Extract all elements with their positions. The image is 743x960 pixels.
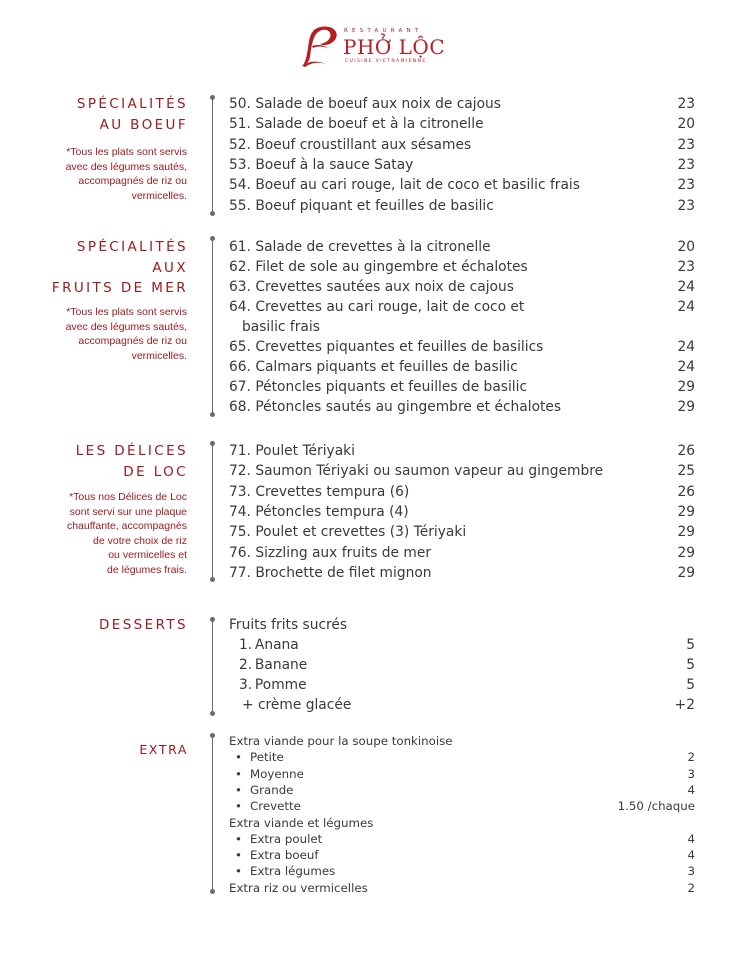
note-line: *Tous nos Délices de Loc: [69, 491, 187, 503]
item-name: • Moyenne: [229, 766, 695, 782]
item-name: 2. Banane: [239, 657, 308, 673]
item-price: 4: [687, 848, 695, 863]
item-name: • Crevette: [229, 798, 695, 814]
extra-heading: [229, 815, 695, 831]
item-name: + crème glacée: [242, 697, 352, 713]
menu-item: [229, 635, 695, 655]
item-name: 1. Anana: [239, 637, 299, 653]
section-divider: [212, 735, 213, 892]
item-name: 67. Pétoncles piquants et feuilles de basilic: [229, 379, 528, 395]
section-title-extra: [139, 740, 188, 761]
item-name: 54. Boeuf au cari rouge, lait de coco et basilic frais: [229, 177, 580, 194]
item-price: 26: [677, 443, 695, 459]
section-title-line: EXTRA: [139, 742, 188, 757]
section-note-delices: [67, 490, 187, 577]
section-note-fruits-de-mer: [66, 305, 187, 363]
menu-item: [229, 237, 695, 257]
note-line: vermicelles.: [131, 189, 187, 202]
item-name: 71. Poulet Tériyaki: [229, 443, 355, 459]
item-name: 72. Saumon Tériyaki ou saumon vapeur au gingembre: [229, 463, 604, 480]
restaurant-logo: [300, 24, 450, 68]
item-name: Fruits frits sucrés: [229, 617, 348, 633]
item-price: 23: [677, 96, 695, 112]
pho-loc-logo-mark: [300, 24, 342, 68]
menu-item: [229, 675, 695, 695]
item-name: • Extra légumes: [229, 863, 695, 879]
item-price: 3: [687, 864, 695, 879]
note-line: avec des légumes sautés,: [65, 160, 187, 173]
item-name: 66. Calmars piquants et feuilles de basilic: [229, 359, 518, 375]
item-name: Extra viande et légumes: [229, 815, 374, 830]
item-name: 3. Pomme: [239, 677, 307, 693]
note-line: sont servi sur une plaque: [69, 505, 187, 518]
item-price: 5: [686, 677, 695, 693]
section-title-line: SPÉCIALITÉS: [76, 239, 188, 255]
item-price: 29: [677, 544, 695, 561]
menu-item: [229, 831, 695, 847]
note-line: vermicelles.: [131, 349, 187, 362]
item-price: 4: [687, 831, 695, 846]
menu-item: [229, 461, 695, 481]
section-divider: [212, 619, 213, 714]
item-price: 5: [686, 657, 695, 673]
menu-item: [229, 847, 695, 863]
item-price: 24: [677, 359, 695, 375]
section-title-boeuf: [77, 94, 188, 135]
item-price: 29: [677, 524, 695, 541]
item-name: 55. Boeuf piquant et feuilles de basilic: [229, 197, 494, 214]
menu-item: [229, 522, 695, 542]
item-name: 53. Boeuf à la sauce Satay: [229, 156, 414, 173]
item-price: 23: [677, 156, 695, 173]
item-name: Extra riz ou vermicelles: [229, 880, 368, 895]
section-divider: [212, 238, 213, 415]
menu-item: [229, 798, 695, 814]
menu-item: [229, 337, 695, 357]
note-line: avec des légumes sautés,: [65, 320, 187, 333]
note-line: accompagnés de riz ou: [78, 175, 187, 187]
item-price: 3: [687, 766, 695, 781]
item-name: 51. Salade de boeuf et à la citronelle: [229, 116, 484, 133]
logo-subtitle: CUISINE VIETNAMIENNE: [345, 59, 427, 64]
note-line: accompagnés de riz ou: [78, 335, 187, 347]
menu-item: [229, 175, 695, 195]
item-price: 20: [677, 116, 695, 133]
menu-item: [229, 357, 695, 377]
item-price: 2: [687, 880, 695, 895]
logo-restaurant-text: RESTAURANT: [344, 28, 423, 34]
item-name: 65. Crevettes piquantes et feuilles de basilics: [229, 339, 544, 355]
section-title-line: LES DÉLICES: [75, 443, 188, 459]
section-note-boeuf: [66, 145, 187, 203]
menu-item: [229, 563, 695, 583]
section-title-line: AU BOEUF: [99, 116, 188, 133]
menu-item: [229, 94, 695, 114]
menu-item: [229, 277, 695, 297]
note-line: de votre choix de riz: [93, 534, 187, 547]
note-line: *Tous les plats sont servis: [66, 146, 187, 158]
menu-item: [229, 863, 695, 879]
item-price: 23: [677, 136, 695, 153]
menu-item: [229, 695, 695, 715]
menu-item: [229, 749, 695, 765]
extra-heading: [229, 733, 695, 749]
item-name: 62. Filet de sole au gingembre et échalotes: [229, 259, 528, 275]
section-title-desserts: [99, 615, 188, 636]
section-title-line: DE LOC: [123, 463, 188, 480]
note-line: ou vermicelles et: [108, 549, 187, 561]
item-name: 74. Pétoncles tempura (4): [229, 503, 409, 520]
menu-item: [229, 155, 695, 175]
section-divider: [212, 443, 213, 580]
item-price: 20: [677, 239, 695, 255]
menu-item: [229, 397, 695, 417]
section-divider: [212, 97, 213, 214]
item-name-continued: basilic frais: [242, 319, 320, 335]
menu-item: [229, 441, 695, 461]
menu-item: [229, 502, 695, 522]
section-title-line: DESSERTS: [98, 617, 188, 633]
item-price: 23: [677, 197, 695, 214]
item-name: • Extra poulet: [229, 831, 695, 847]
note-line: *Tous les plats sont servis: [66, 306, 187, 318]
note-line: de légumes frais.: [107, 563, 187, 576]
item-name: 73. Crevettes tempura (6): [229, 483, 410, 500]
menu-item: [229, 377, 695, 397]
item-price: 26: [677, 483, 695, 500]
item-price: 4: [687, 782, 695, 797]
menu-item: [229, 766, 695, 782]
note-line: chauffante, accompagnés: [66, 520, 187, 532]
item-price: 24: [677, 279, 695, 295]
item-price: 25: [677, 463, 695, 480]
item-price: 23: [677, 177, 695, 194]
dessert-heading: [229, 615, 695, 635]
item-name: 64. Crevettes au cari rouge, lait de coco et: [229, 299, 525, 315]
item-name: • Grande: [229, 782, 695, 798]
item-price: 2: [687, 750, 695, 765]
item-name: 63. Crevettes sautées aux noix de cajous: [229, 279, 514, 295]
section-title-line: FRUITS DE MER: [51, 280, 188, 296]
item-name: • Extra boeuf: [229, 847, 695, 863]
section-title-line: SPÉCIALITÉS: [76, 96, 188, 112]
menu-item: [229, 543, 695, 563]
item-price: 29: [677, 379, 695, 395]
item-price: 29: [677, 503, 695, 520]
item-name: 52. Boeuf croustillant aux sésames: [229, 136, 472, 153]
item-price: 1.50 /chaque: [617, 799, 695, 814]
item-name: 77. Brochette de filet mignon: [229, 564, 432, 581]
item-name: Extra viande pour la soupe tonkinoise: [229, 734, 453, 748]
menu-item: [229, 135, 695, 155]
menu-item: [229, 482, 695, 502]
item-name: 50. Salade de boeuf aux noix de cajous: [229, 96, 501, 112]
item-price: 24: [677, 299, 695, 315]
item-name: 75. Poulet et crevettes (3) Tériyaki: [229, 524, 467, 541]
logo-name: PHỞ LỘC: [343, 35, 446, 59]
menu-item: [229, 297, 695, 337]
item-price: 5: [686, 637, 695, 653]
section-title-delices: [76, 441, 188, 482]
item-price: 23: [677, 259, 695, 275]
section-title-line: AUX: [152, 259, 188, 276]
menu-item: [229, 880, 695, 896]
item-name: 68. Pétoncles sautés au gingembre et échalotes: [229, 399, 562, 415]
menu-item: [229, 782, 695, 798]
item-price: 24: [677, 339, 695, 355]
item-name: 61. Salade de crevettes à la citronelle: [229, 239, 491, 255]
item-price: 29: [677, 564, 695, 581]
section-title-fruits-de-mer: [52, 237, 188, 299]
menu-item: [229, 114, 695, 134]
menu-item: [229, 196, 695, 216]
item-name: • Petite: [229, 749, 695, 765]
menu-item: [229, 257, 695, 277]
menu-item: [229, 655, 695, 675]
item-name: 76. Sizzling aux fruits de mer: [229, 544, 432, 561]
item-price: +2: [674, 697, 695, 713]
item-price: 29: [677, 399, 695, 415]
